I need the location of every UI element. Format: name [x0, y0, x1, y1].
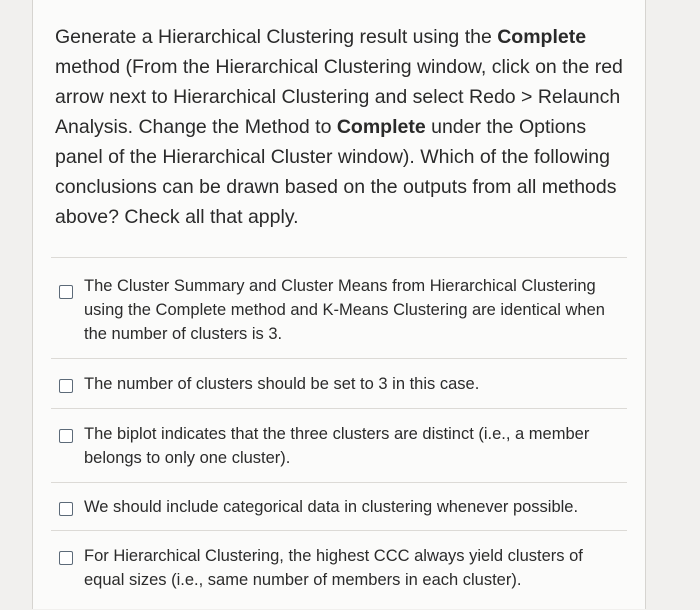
- option-1-label: The Cluster Summary and Cluster Means from Hierarchical Clustering using the Complete method and K-Means Clustering are identical when the number of clusters is 3.: [84, 277, 605, 343]
- question-text: [55, 22, 633, 232]
- checkbox-option-3[interactable]: [59, 429, 73, 443]
- option-5-label: For Hierarchical Clustering, the highest CCC always yield clusters of equal sizes (i.e., same number of members in each cluster).: [84, 547, 583, 589]
- option-3-label: The biplot indicates that the three clusters are distinct (i.e., a member belongs to only one cluster).: [84, 425, 590, 467]
- question-bold-complete-2: Complete: [336, 116, 426, 138]
- answer-option-3[interactable]: [51, 408, 627, 482]
- checkbox-option-1[interactable]: [59, 285, 73, 299]
- answer-option-1[interactable]: [51, 257, 627, 358]
- checkbox-option-5[interactable]: [59, 551, 73, 565]
- option-4-label: We should include categorical data in clustering whenever possible.: [84, 498, 579, 516]
- question-text-part3: under the Options panel of the Hierarchical Cluster window). Which of the following conclusions can be drawn based on the outputs from all methods above? Check all that apply.: [55, 116, 617, 228]
- question-bold-complete-1: Complete: [497, 26, 587, 48]
- question-text-part1: Generate a Hierarchical Clustering result using the: [55, 26, 498, 48]
- answer-options: [51, 257, 627, 610]
- checkbox-option-2[interactable]: [59, 379, 73, 393]
- answer-option-4[interactable]: [51, 482, 627, 530]
- answer-option-5[interactable]: [51, 530, 627, 610]
- checkbox-option-4[interactable]: [59, 502, 73, 516]
- question-card: [32, 0, 646, 609]
- option-2-label: The number of clusters should be set to 3 in this case.: [84, 375, 480, 393]
- answer-option-2[interactable]: [51, 358, 627, 408]
- question-text-part2: method (From the Hierarchical Clustering window, click on the red arrow next to Hierarchical Clustering and select Redo > Relaunch Analysis. Change the Method to: [55, 56, 623, 138]
